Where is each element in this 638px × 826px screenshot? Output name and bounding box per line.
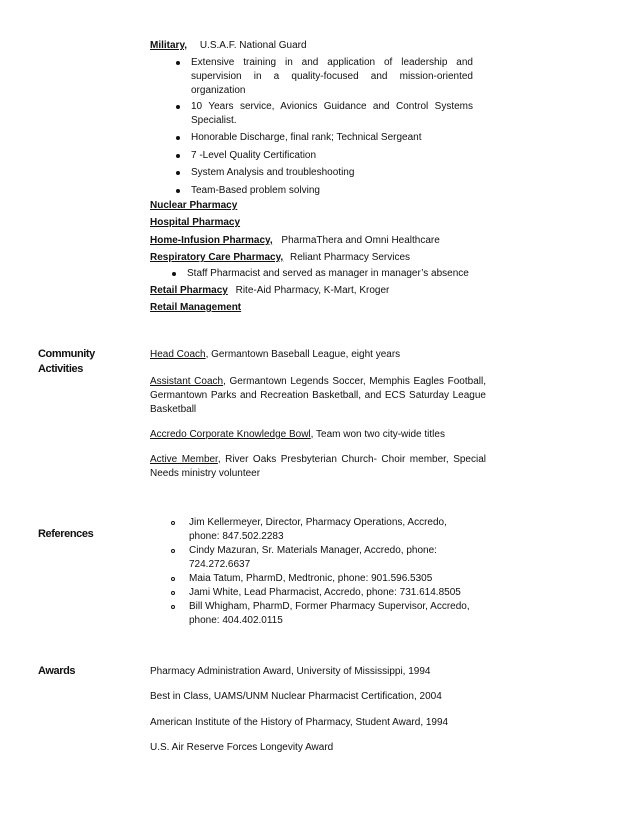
military-bullet-5: System Analysis and troubleshooting <box>191 167 355 178</box>
reference-2-line-2: 724.272.6637 <box>189 559 251 570</box>
circle-bullet-icon <box>171 577 175 581</box>
home-infusion-heading: Home-Infusion Pharmacy, <box>150 235 273 246</box>
circle-bullet-icon <box>171 605 175 609</box>
award-item: American Institute of the History of Pharmacy, Student Award, 1994 <box>150 717 449 728</box>
military-bullet-1-line-2: supervision in a quality-focused and mission-oriented <box>191 71 473 82</box>
bullet-icon <box>172 272 176 276</box>
retail-heading: Retail Pharmacy <box>150 285 228 296</box>
community-role: Accredo Corporate Knowledge Bowl <box>150 429 311 440</box>
reference-5-line-2: phone: 404.402.0115 <box>189 615 283 626</box>
reference-5-line-1: Bill Whigham, PharmD, Former Pharmacy Supervisor, Accredo, <box>189 601 470 612</box>
community-role: Head Coach <box>150 349 206 360</box>
military-bullet-3: Honorable Discharge, final rank; Technical Sergeant <box>191 132 422 143</box>
bullet-icon <box>176 171 180 175</box>
community-item-4-line-1 <box>150 453 486 467</box>
community-item-2-line-2: Germantown Parks and Recreation Basketball, and ECS Saturday League <box>150 390 486 401</box>
nuclear-pharmacy-heading: Nuclear Pharmacy <box>150 200 238 211</box>
military-org: U.S.A.F. National Guard <box>199 40 307 51</box>
retail-detail: Rite-Aid Pharmacy, K-Mart, Kroger <box>235 285 390 296</box>
circle-bullet-icon <box>171 591 175 595</box>
respiratory-heading: Respiratory Care Pharmacy, <box>150 252 284 263</box>
community-item-2-line-3: Basketball <box>150 404 197 415</box>
bullet-icon <box>176 61 180 65</box>
award-item: U.S. Air Reserve Forces Longevity Award <box>150 742 334 753</box>
community-item-2-line-1 <box>150 375 486 389</box>
retail-management-heading: Retail Management <box>150 302 242 313</box>
bullet-icon <box>176 154 180 158</box>
home-infusion-detail: PharmaThera and Omni Healthcare <box>281 235 440 246</box>
award-item: Best in Class, UAMS/UNM Nuclear Pharmacist Certification, 2004 <box>150 691 442 702</box>
bullet-icon <box>176 136 180 140</box>
community-role: Active Member <box>150 454 218 465</box>
reference-1-line-2: phone: 847.502.2283 <box>189 531 284 542</box>
community-item-4-line-2: Needs ministry volunteer <box>150 468 261 479</box>
home-infusion-entry <box>150 234 440 248</box>
community-label-line-2: Activities <box>38 363 83 375</box>
reference-3: Maia Tatum, PharmD, Medtronic, phone: 901.596.5305 <box>189 573 433 584</box>
reference-1-line-1: Jim Kellermeyer, Director, Pharmacy Operations, Accredo, <box>189 517 447 528</box>
bullet-icon <box>176 105 180 109</box>
circle-bullet-icon <box>171 521 175 525</box>
reference-4: Jami White, Lead Pharmacist, Accredo, phone: 731.614.8505 <box>189 587 461 598</box>
military-bullet-4: 7 -Level Quality Certification <box>191 150 317 161</box>
bullet-icon <box>176 189 180 193</box>
community-detail: , Germantown Baseball League, eight years <box>205 349 401 360</box>
reference-2-line-1: Cindy Mazuran, Sr. Materials Manager, Accredo, phone: <box>189 545 437 556</box>
community-detail: , River Oaks Presbyterian Church- Choir member, Special <box>217 454 486 465</box>
respiratory-detail: Reliant Pharmacy Services <box>290 252 411 263</box>
military-bullet-1-line-1: Extensive training in and application of leadership and <box>191 57 473 68</box>
military-bullet-2-line-1: 10 Years service, Avionics Guidance and Control Systems <box>191 101 473 112</box>
community-detail: , Team won two city-wide titles <box>310 429 445 440</box>
military-bullet-1-line-3: organization <box>191 85 246 96</box>
community-label-line-1: Community <box>38 348 95 360</box>
community-detail: , Germantown Legends Soccer, Memphis Eagles Football, <box>223 376 486 387</box>
community-item-1 <box>150 348 400 362</box>
military-bullet-6: Team-Based problem solving <box>191 185 320 196</box>
community-item-3 <box>150 428 445 442</box>
award-item: Pharmacy Administration Award, University of Mississippi, 1994 <box>150 666 431 677</box>
awards-label: Awards <box>38 665 76 677</box>
respiratory-bullet: Staff Pharmacist and served as manager in manager’s absence <box>187 268 469 279</box>
community-role: Assistant Coach <box>150 376 224 387</box>
retail-entry <box>150 284 389 298</box>
military-bullet-2-line-2: Specialist. <box>191 115 237 126</box>
circle-bullet-icon <box>171 549 175 553</box>
respiratory-entry <box>150 251 410 265</box>
military-entry <box>150 39 307 53</box>
military-heading: Military, <box>150 40 188 51</box>
references-label: References <box>38 528 94 540</box>
hospital-pharmacy-heading: Hospital Pharmacy <box>150 217 241 228</box>
